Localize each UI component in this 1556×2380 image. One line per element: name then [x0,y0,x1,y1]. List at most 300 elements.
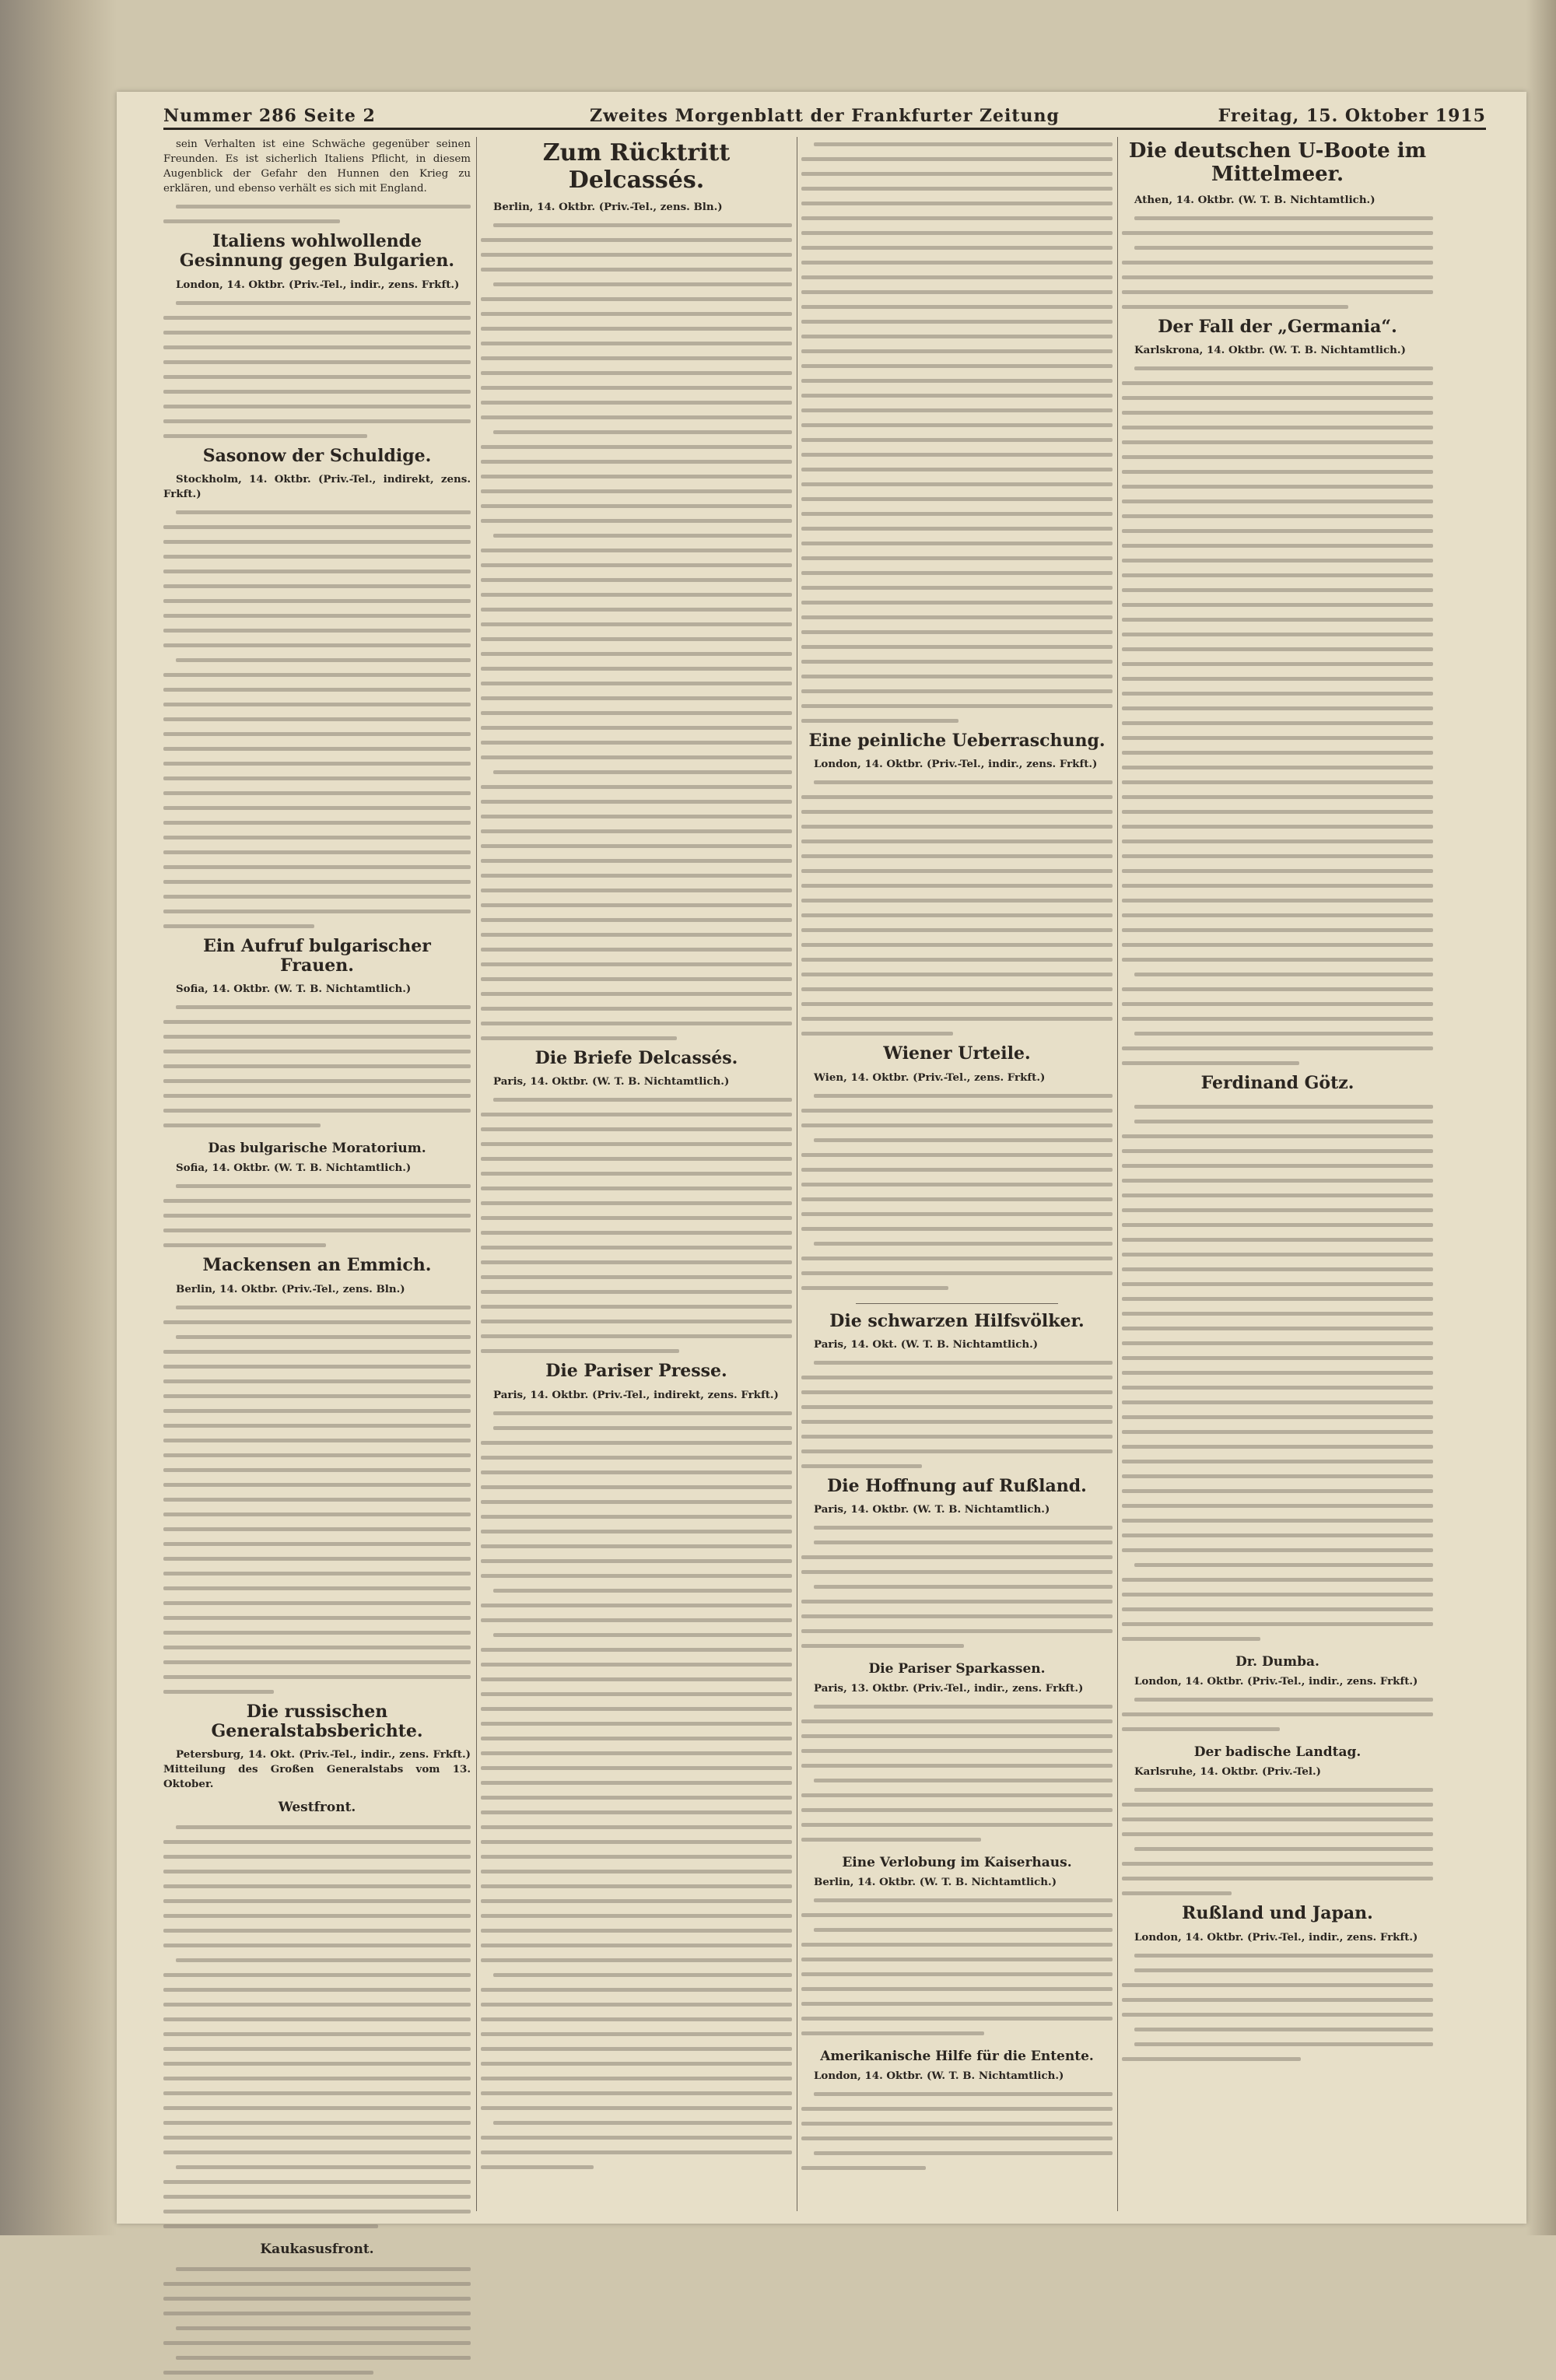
text-line [1122,982,1433,997]
text-line [481,514,792,528]
text-line [163,2145,471,2160]
text-line [163,2291,471,2306]
article-title: Die Hoffnung auf Rußland. [827,1475,1087,1496]
text-line [481,1554,792,1569]
text-line [163,1522,471,1537]
text-line [481,1687,792,1702]
text-line [1122,1587,1433,1602]
text-line [163,2350,471,2365]
text-line [481,1016,792,1031]
text-line [481,1151,792,1166]
text-line [801,2101,1113,2116]
text-line [481,1196,792,1211]
text-line [1122,240,1433,255]
text-line [163,1463,471,1477]
text-line [163,756,471,771]
text-line [1122,2052,1433,2066]
article-dateline: Wien, 14. Oktbr. (Priv.-Tel., zens. Frkft.) [814,1071,1046,1084]
text-line [801,181,1113,196]
text-line [163,1953,471,1968]
text-line [163,1670,471,1684]
text-line [481,218,792,233]
column-rule [1117,137,1118,2211]
text-line [163,1315,471,1330]
text-line [801,1579,1113,1594]
text-line [1122,1336,1433,1351]
article-title: Der badische Landtag. [1193,1744,1362,1761]
text-line [801,938,1113,952]
text-line [163,1596,471,1611]
text-line [1122,450,1433,464]
text-line [1122,1292,1433,1306]
article-dateline: Paris, 13. Oktbr. (Priv.-Tel., indir., zens. Frkft.) [814,1682,1084,1695]
binding-shadow [0,0,117,2235]
text-line [481,765,792,780]
text-line [163,1581,471,1596]
text-line [801,477,1113,492]
text-line [1122,285,1433,300]
text-line [801,226,1113,240]
text-line [481,454,792,469]
text-line [1122,524,1433,538]
text-line [481,1329,792,1344]
text-line [1122,1188,1433,1203]
text-line [481,307,792,321]
text-line [1122,1425,1433,1439]
text-line [481,484,792,499]
text-line [801,329,1113,344]
text-line [163,1223,471,1238]
text-line [481,794,792,809]
text-line [481,1240,792,1255]
text-line [163,2042,471,2056]
text-line [1122,1722,1433,1737]
text-line [1122,790,1433,804]
text-line [1122,1707,1433,1722]
text-line [481,1569,792,1583]
text-line [1122,671,1433,686]
text-line [163,712,471,727]
article-title: Wiener Urteile. [883,1043,1031,1064]
text-line [801,1148,1113,1162]
text-line [163,1389,471,1404]
text-line [163,1044,471,1059]
text-line [481,706,792,720]
separator-rule [856,1303,1058,1304]
text-line [801,403,1113,418]
article-title: Mackensen an Emmich. [202,1255,432,1276]
text-line [1122,479,1433,494]
text-line [1122,464,1433,479]
column-2 [481,137,792,2211]
text-line [481,380,792,395]
text-line [1122,553,1433,568]
text-line [481,440,792,454]
article-title: Dr. Dumba. [1235,1654,1319,1670]
text-line [163,608,471,623]
text-line [481,1731,792,1746]
text-line [481,2086,792,2101]
text-line [481,1790,792,1805]
text-line [801,1773,1113,1788]
text-line [801,255,1113,270]
text-line [481,1270,792,1285]
text-line [1122,745,1433,760]
text-line [801,669,1113,684]
article-dateline: Athen, 14. Oktbr. (W. T. B. Nichtamtlich.) [1134,193,1376,206]
text-line [163,2071,471,2086]
text-line [1122,211,1433,226]
column-3 [801,137,1113,2211]
article-title: Die Pariser Presse. [545,1361,727,1382]
text-line [801,1788,1113,1803]
text-line [801,1444,1113,1459]
text-line [163,2175,471,2189]
text-line [481,1849,792,1864]
text-line [1122,819,1433,834]
text-line [481,1524,792,1539]
article-title: Eine Verlobung im Kaiserhaus. [842,1855,1072,1871]
text-line [163,727,471,741]
text-line [1122,583,1433,598]
text-line [163,1418,471,1433]
text-line [481,1406,792,1421]
text-line [1122,1218,1433,1232]
text-line [163,594,471,608]
article-dateline: London, 14. Oktbr. (Priv.-Tel., indir., zens. Frkft.) [1134,1930,1418,1944]
text-line [1122,1842,1433,1856]
text-line [801,1937,1113,1952]
text-line [163,1923,471,1938]
text-line [1122,1454,1433,1469]
text-line [801,1370,1113,1385]
text-line [163,682,471,697]
text-line [1122,1277,1433,1292]
text-line [163,1909,471,1923]
text-line [481,1864,792,1879]
text-line [163,1611,471,1625]
text-line [801,433,1113,447]
text-line [801,492,1113,506]
text-line [163,505,471,520]
text-line [1122,509,1433,524]
text-line [1122,731,1433,745]
text-line [481,366,792,380]
text-line [1122,1812,1433,1827]
text-line [163,2160,471,2175]
text-line [163,771,471,786]
text-line [481,720,792,735]
text-line [481,2042,792,2056]
text-line [481,942,792,957]
text-line [481,321,792,336]
text-line [801,1011,1113,1026]
text-line [801,1026,1113,1041]
text-line [801,521,1113,536]
text-line [163,638,471,653]
text-line [481,528,792,543]
text-line [481,957,792,972]
text-line [481,2130,792,2145]
text-line [1122,997,1433,1011]
article-title: Das bulgarische Moratorium. [208,1141,426,1157]
text-line [1122,1827,1433,1842]
text-line [801,1177,1113,1192]
newspaper-title: Zweites Morgenblatt der Frankfurter Zeitung [590,106,1060,126]
text-line [481,2145,792,2160]
text-line [801,211,1113,226]
text-line [1122,598,1433,612]
text-line [163,1074,471,1088]
text-line [1122,923,1433,938]
text-line [481,1909,792,1923]
text-line [1122,1129,1433,1144]
text-line [801,1982,1113,1996]
text-line [801,699,1113,713]
text-line [481,1835,792,1849]
text-line [163,340,471,355]
text-line [801,1594,1113,1609]
text-line [1122,1993,1433,2007]
text-line [801,462,1113,477]
text-line [163,668,471,682]
text-line [481,573,792,587]
text-line [1122,1232,1433,1247]
intro-paragraph: sein Verhalten ist eine Schwäche gegenüber seinen Freunden. Es ist sicherlich Italiens Pflicht, in diesem Augenblick der Gefahr den Hunnen den Krieg zu erklären, und ebenso verhält es sich mit England. [163,138,471,195]
text-line [801,551,1113,566]
text-line [481,1107,792,1122]
text-line [163,399,471,414]
text-line [163,815,471,830]
article-title: Ein Aufruf bulgarischer Frauen. [203,935,431,976]
text-line [163,1194,471,1208]
text-line [481,2115,792,2130]
text-line [1122,1469,1433,1484]
text-line [801,834,1113,849]
text-line [1122,938,1433,952]
text-line [481,1923,792,1938]
text-line [1122,255,1433,270]
text-line [1122,1056,1433,1071]
text-line [801,1355,1113,1370]
text-line [1122,1247,1433,1262]
text-line [1122,657,1433,671]
text-line [481,1657,792,1672]
text-line [801,804,1113,819]
page-number: Nummer 286 Seite 2 [163,106,376,126]
text-line [163,1938,471,1953]
article-dateline: London, 14. Oktbr. (Priv.-Tel., indir., zens. Frkft.) [814,758,1098,771]
text-line [1122,1782,1433,1797]
text-line [163,1507,471,1522]
text-line [801,790,1113,804]
text-line [1122,893,1433,908]
text-line [801,2087,1113,2101]
text-line [481,1879,792,1894]
text-line [481,2071,792,2086]
text-line [163,310,471,325]
text-line [481,2027,792,2042]
article-dateline: Sofia, 14. Oktbr. (W. T. B. Nichtamtlich.) [176,1162,412,1175]
text-line [481,425,792,440]
text-line [481,1805,792,1820]
text-line [481,277,792,292]
text-line [801,864,1113,878]
column-1 [163,137,471,2258]
article-dateline: London, 14. Oktbr. (Priv.-Tel., indir., zens. Frkft.) [176,278,460,291]
article-title: Die russischen Generalstabsberichte. [211,1701,423,1742]
text-line [801,2161,1113,2175]
text-line [801,566,1113,580]
text-line [801,595,1113,610]
article-title: Die deutschen U-Boote im Mittelmeer. [1128,139,1427,186]
text-line [481,617,792,632]
text-line [1122,405,1433,420]
header-rule [163,128,1486,130]
text-line [163,199,471,214]
text-line [481,1761,792,1775]
text-line [801,1222,1113,1236]
text-line [801,373,1113,388]
text-line [481,2160,792,2175]
text-line [481,469,792,484]
article-title: Ferdinand Götz. [1200,1073,1354,1094]
column-rule [476,137,477,2211]
text-line [1122,1203,1433,1218]
text-line [163,1088,471,1103]
text-line [801,1803,1113,1817]
article-dateline: Berlin, 14. Oktbr. (Priv.-Tel., zens. Bln.) [493,201,723,213]
text-line [801,923,1113,938]
text-line [801,152,1113,166]
section-heading: Kaukasusfront. [260,2242,374,2258]
text-line [1122,391,1433,405]
text-line [1122,1692,1433,1707]
text-line [1122,2037,1433,2052]
text-line [801,447,1113,462]
text-line [163,429,471,443]
text-line [163,2204,471,2219]
column-4 [1122,137,1433,2211]
text-line [481,1642,792,1657]
text-line [481,1225,792,1240]
text-line [801,240,1113,255]
text-line [163,1835,471,1849]
text-line [1122,420,1433,435]
text-line [163,801,471,815]
text-line [1122,864,1433,878]
text-line [481,750,792,765]
text-line [481,1746,792,1761]
text-line [1122,1410,1433,1425]
text-line [481,632,792,647]
text-line [801,196,1113,211]
text-line [801,1133,1113,1148]
text-line [801,1429,1113,1444]
article-title: Die Pariser Sparkassen. [868,1661,1046,1677]
text-line [801,1744,1113,1758]
text-line [1122,1484,1433,1498]
text-line [801,775,1113,790]
text-line [1122,1158,1433,1173]
text-line [481,868,792,883]
section-heading: Westfront. [278,1800,356,1816]
text-line [1122,1886,1433,1901]
text-line [163,2189,471,2204]
text-line [481,1953,792,1968]
text-line [481,1092,792,1107]
text-line [1122,1602,1433,1617]
text-line [163,875,471,889]
text-line [163,564,471,579]
text-line [801,2131,1113,2146]
text-line [481,1509,792,1524]
text-line [163,2027,471,2042]
text-line [163,1566,471,1581]
text-line [801,1758,1113,1773]
text-line [163,1879,471,1894]
text-line [1122,1978,1433,1993]
text-line [801,967,1113,982]
text-line [481,247,792,262]
text-line [1122,361,1433,376]
text-line [481,824,792,839]
text-line [801,654,1113,669]
text-line [481,1716,792,1731]
text-line [163,1968,471,1982]
text-line [481,1628,792,1642]
text-line [1122,568,1433,583]
text-line [163,697,471,712]
text-line [163,1015,471,1029]
text-line [1122,1797,1433,1812]
article-dateline: Karlskrona, 14. Oktbr. (W. T. B. Nichtamtlich.) [1134,344,1406,357]
text-line [163,1374,471,1389]
text-line [481,602,792,617]
text-line [1122,1558,1433,1572]
text-line [481,735,792,750]
text-line [163,535,471,549]
article-dateline: Paris, 14. Oktbr. (W. T. B. Nichtamtlich.) [814,1503,1050,1516]
text-line [801,388,1113,403]
text-line [481,1435,792,1450]
text-line [163,1655,471,1670]
text-line [163,741,471,756]
text-line [163,2012,471,2027]
text-line [1122,834,1433,849]
text-line [1122,1963,1433,1978]
text-line [801,314,1113,329]
text-line [163,2101,471,2115]
text-line [801,1251,1113,1266]
text-line [481,647,792,661]
text-line [163,1982,471,1997]
text-line [801,1609,1113,1624]
text-line [801,536,1113,551]
text-line [801,610,1113,625]
text-line [801,285,1113,300]
text-line [1122,952,1433,967]
text-line [481,1255,792,1270]
text-line [163,1118,471,1133]
text-line [481,262,792,277]
text-line [801,418,1113,433]
text-line [481,1344,792,1358]
text-line [163,1433,471,1448]
text-line [163,1997,471,2012]
text-line [163,520,471,535]
text-line [481,1968,792,1982]
